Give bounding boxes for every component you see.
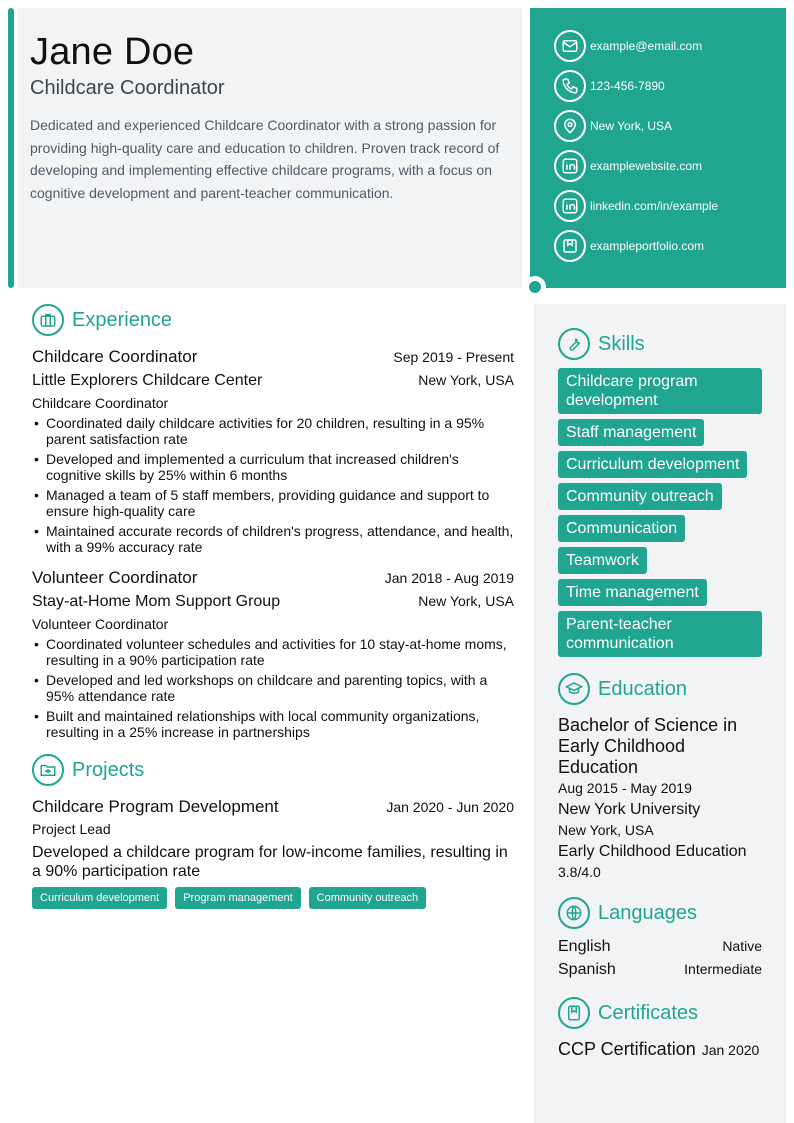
bullet-item: • Developed and implemented a curriculum that increased children's cognitive skills by 25% within 6 months xyxy=(32,451,514,483)
candidate-title: Childcare Coordinator xyxy=(30,77,225,99)
skill-chip: Curriculum development xyxy=(558,451,747,478)
globe-icon xyxy=(558,897,590,929)
linkedin-icon xyxy=(554,150,586,182)
contact-website[interactable] xyxy=(554,150,786,182)
experience-item xyxy=(32,346,514,555)
bullet-item: • Coordinated volunteer schedules and activities for 10 stay-at-home moms, resulting in a 90% participation rate xyxy=(32,636,514,668)
website-text: examplewebsite.com xyxy=(590,159,703,173)
contact-panel xyxy=(530,8,786,288)
skills-list xyxy=(558,368,762,657)
job-bullets xyxy=(32,415,514,555)
language-level: Native xyxy=(722,938,762,954)
project-tags xyxy=(32,887,514,909)
job-bullets xyxy=(32,636,514,740)
education-field: Early Childhood Education xyxy=(558,843,747,860)
mail-icon xyxy=(554,30,586,62)
phone-icon xyxy=(554,70,586,102)
skill-chip: Communication xyxy=(558,515,685,542)
contact-linkedin[interactable] xyxy=(554,190,786,222)
job-title: Childcare Coordinator xyxy=(32,347,198,366)
job-dates: Jan 2018 - Aug 2019 xyxy=(384,570,514,586)
project-role: Project Lead xyxy=(32,821,111,837)
wrench-icon xyxy=(558,328,590,360)
bullet-item: • Developed and led workshops on childcare and parenting topics, with a 95% attendance rate xyxy=(32,672,514,704)
project-tag: Program management xyxy=(175,887,300,909)
skill-chip: Teamwork xyxy=(558,547,647,574)
job-title: Volunteer Coordinator xyxy=(32,568,198,587)
education-title: Education xyxy=(598,677,687,700)
contact-portfolio[interactable] xyxy=(554,230,786,262)
skill-chip: Time management xyxy=(558,579,707,606)
summary: Dedicated and experienced Childcare Coordinator with a strong passion for providing high-quality care and education to children. Proven track record of developing and implementing effective childcare programs, with a focus on cognitive development and parent-teacher communication. xyxy=(30,117,500,201)
main-column xyxy=(32,304,514,909)
education-dates: Aug 2015 - May 2019 xyxy=(558,780,692,796)
bullet-item: • Maintained accurate records of children's progress, attendance, and health, with a 99% accuracy rate xyxy=(32,523,514,555)
experience-heading xyxy=(32,304,514,336)
education-school: New York University xyxy=(558,801,701,818)
contact-phone[interactable] xyxy=(554,70,786,102)
project-dates: Jan 2020 - Jun 2020 xyxy=(386,799,514,815)
email-text: example@email.com xyxy=(590,39,703,53)
languages-list xyxy=(558,935,762,981)
skills-title: Skills xyxy=(598,332,645,355)
portfolio-text: exampleportfolio.com xyxy=(590,239,705,253)
education-gpa: 3.8/4.0 xyxy=(558,864,601,880)
accent-bar xyxy=(8,8,14,288)
bullet-item: • Managed a team of 5 staff members, providing guidance and support to ensure high-quality care xyxy=(32,487,514,519)
education-heading xyxy=(558,673,762,705)
location-text: New York, USA xyxy=(590,119,673,133)
experience-title: Experience xyxy=(72,308,173,331)
project-item xyxy=(32,796,514,909)
header xyxy=(18,8,522,288)
skill-chip: Parent-teacher communication xyxy=(558,611,762,657)
briefcase-icon xyxy=(32,304,64,336)
education-location: New York, USA xyxy=(558,822,654,838)
languages-title: Languages xyxy=(598,901,697,924)
certificate-icon xyxy=(558,997,590,1029)
candidate-name: Jane Doe xyxy=(30,31,195,73)
certificates-heading xyxy=(558,997,762,1029)
job-role: Volunteer Coordinator xyxy=(32,616,169,632)
portfolio-icon xyxy=(554,230,586,262)
language-row xyxy=(558,958,762,981)
language-level: Intermediate xyxy=(684,961,762,977)
skill-chip: Childcare program development xyxy=(558,368,762,414)
contact-email[interactable] xyxy=(554,30,786,62)
skill-chip: Community outreach xyxy=(558,483,722,510)
projects-title: Projects xyxy=(72,758,145,781)
graduation-cap-icon xyxy=(558,673,590,705)
job-location: New York, USA xyxy=(418,372,514,388)
job-company: Little Explorers Childcare Center xyxy=(32,372,263,389)
job-location: New York, USA xyxy=(418,593,514,609)
project-title: Childcare Program Development xyxy=(32,797,279,816)
language-row xyxy=(558,935,762,958)
project-tag: Curriculum development xyxy=(32,887,167,909)
project-description: Developed a childcare program for low-income families, resulting in a 90% participation rate xyxy=(32,844,508,880)
projects-heading xyxy=(32,754,514,786)
experience-item xyxy=(32,567,514,740)
skills-heading xyxy=(558,328,762,360)
job-role: Childcare Coordinator xyxy=(32,395,169,411)
project-tag: Community outreach xyxy=(309,887,427,909)
education-degree: Bachelor of Science in Early Childhood Education xyxy=(558,715,738,777)
language-name: Spanish xyxy=(558,961,616,978)
linkedin-text: linkedin.com/in/example xyxy=(590,199,719,213)
bullet-item: • Coordinated daily childcare activities for 20 children, resulting in a 95% parent satisfaction rate xyxy=(32,415,514,447)
certificate-name: CCP Certification xyxy=(558,1039,696,1059)
job-dates: Sep 2019 - Present xyxy=(393,349,514,365)
languages-heading xyxy=(558,897,762,929)
bullet-item: • Built and maintained relationships with local community organizations, resulting in a 25% increase in partnerships xyxy=(32,708,514,740)
language-name: English xyxy=(558,938,611,955)
phone-text: 123-456-7890 xyxy=(590,79,665,93)
sidebar xyxy=(534,304,786,1123)
certificate-row xyxy=(558,1039,762,1060)
skill-chip: Staff management xyxy=(558,419,704,446)
certificates-title: Certificates xyxy=(598,1001,699,1024)
decorative-dot xyxy=(529,281,541,293)
job-company: Stay-at-Home Mom Support Group xyxy=(32,593,281,610)
certificate-date: Jan 2020 xyxy=(701,1042,760,1058)
location-pin-icon xyxy=(554,110,586,142)
contact-location xyxy=(554,110,786,142)
linkedin-icon xyxy=(554,190,586,222)
folder-icon xyxy=(32,754,64,786)
